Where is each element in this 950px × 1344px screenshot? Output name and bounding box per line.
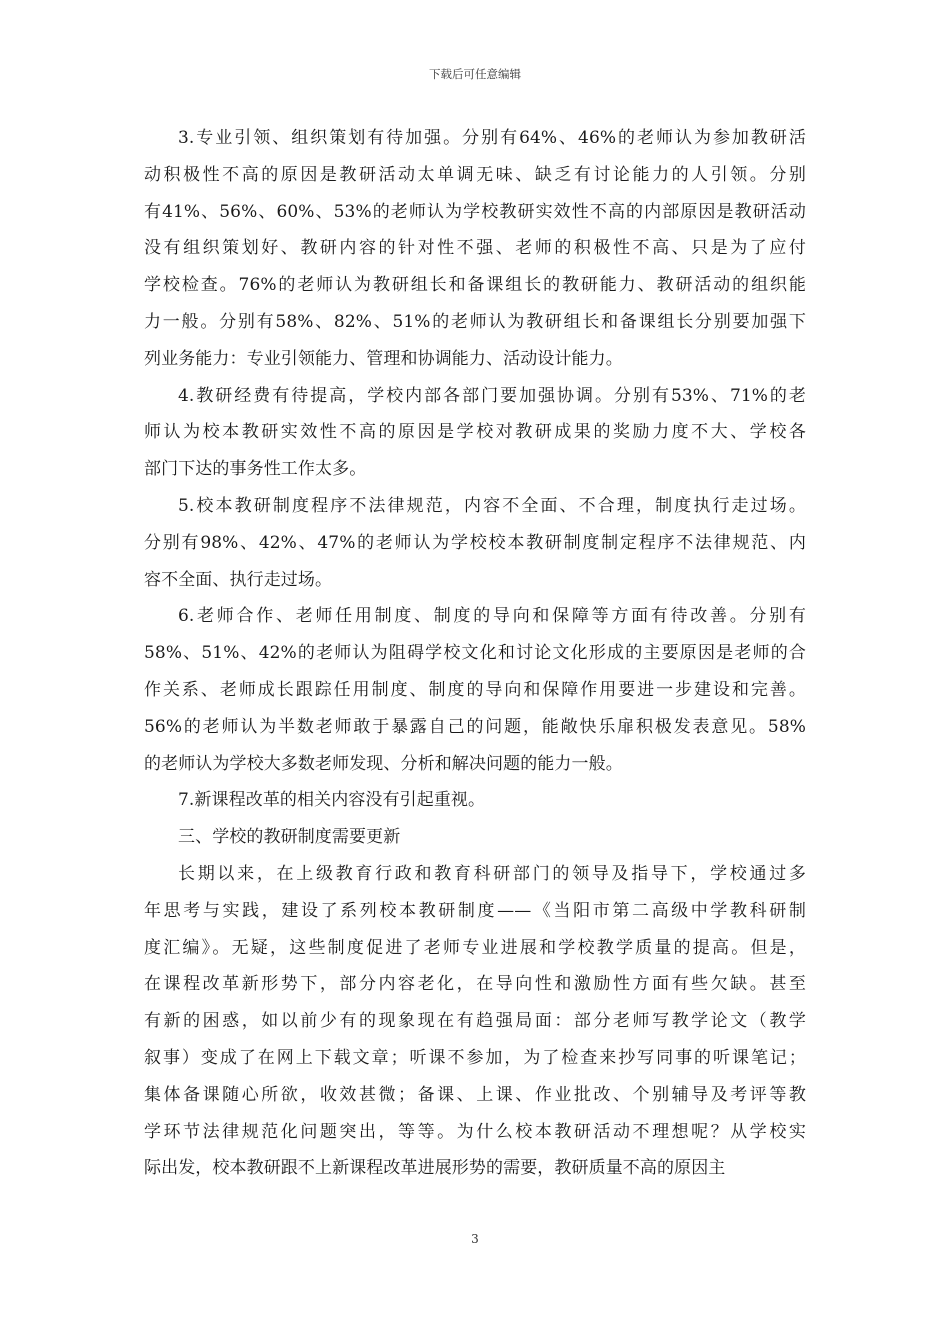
text-line: 年思考与实践，建设了系列校本教研制度——《当阳市第二高级中学教科研制 bbox=[144, 900, 806, 921]
text-line: 长期以来，在上级教育行政和教育科研部门的领导及指导下，学校通过多 bbox=[178, 863, 806, 884]
text-line: 作关系、老师成长跟踪任用制度、制度的导向和保障作用要进一步建设和完善。 bbox=[144, 679, 806, 700]
text-line: 学环节法律规范化问题突出，等等。为什么校本教研活动不理想呢？从学校实 bbox=[144, 1121, 806, 1142]
text-line: 56%的老师认为半数老师敢于暴露自己的问题，能敞快乐扉积极发表意见。58% bbox=[144, 716, 806, 737]
text-line: 力一般。分别有58%、82%、51%的老师认为教研组长和备课组长分别要加强下 bbox=[144, 311, 806, 332]
text-line: 6.老师合作、老师任用制度、制度的导向和保障等方面有待改善。分别有 bbox=[178, 606, 806, 627]
paragraph bbox=[144, 378, 806, 488]
text-line: 分别有98%、42%、47%的老师认为学校校本教研制度制定程序不法律规范、内 bbox=[144, 532, 806, 553]
text-line: 没有组织策划好、教研内容的针对性不强、老师的积极性不高、只是为了应付 bbox=[144, 238, 806, 259]
text-line: 3.专业引领、组织策划有待加强。分别有64%、46%的老师认为参加教研活 bbox=[178, 128, 806, 148]
text-line: 列业务能力：专业引领能力、管理和协调能力、活动设计能力。 bbox=[144, 348, 623, 369]
text-line: 的老师认为学校大多数老师发现、分析和解决问题的能力一般。 bbox=[144, 753, 623, 774]
text-line: 有新的困惑，如以前少有的现象现在有趋强局面：部分老师写教学论文（教学 bbox=[144, 1011, 806, 1032]
text-line: 7.新课程改革的相关内容没有引起重视。 bbox=[178, 790, 486, 811]
text-line: 部门下达的事务性工作太多。 bbox=[144, 459, 367, 480]
paragraph bbox=[144, 120, 806, 378]
text-line: 有41%、56%、60%、53%的老师认为学校教研实效性不高的内部原因是教研活动 bbox=[144, 201, 806, 222]
text-line: 在课程改革新形势下，部分内容老化，在导向性和激励性方面有些欠缺。甚至 bbox=[144, 974, 806, 995]
text-line: 际出发，校本教研跟不上新课程改革进展形势的需要，教研质量不高的原因主 bbox=[144, 1158, 726, 1179]
text-line: 学校检查。76%的老师认为教研组长和备课组长的教研能力、教研活动的组织能 bbox=[144, 275, 806, 296]
text-line: 4.教研经费有待提高，学校内部各部门要加强协调。分别有53%、71%的老 bbox=[178, 385, 806, 406]
paragraph bbox=[144, 819, 806, 856]
paragraph bbox=[144, 782, 806, 819]
text-line: 叙事）变成了在网上下载文章；听课不参加，为了检查来抄写同事的听课笔记； bbox=[144, 1047, 806, 1068]
text-line: 5.校本教研制度程序不法律规范，内容不全面、不合理，制度执行走过场。 bbox=[178, 495, 806, 516]
text-line: 容不全面、执行走过场。 bbox=[144, 569, 333, 590]
text-line: 师认为校本教研实效性不高的原因是学校对教研成果的奖励力度不大、学校各 bbox=[144, 422, 806, 443]
paragraph bbox=[144, 598, 806, 782]
page-number: 3 bbox=[471, 1232, 479, 1246]
text-line: 三、学校的教研制度需要更新 bbox=[178, 827, 401, 848]
text-line: 动积极性不高的原因是教研活动太单调无味、缺乏有讨论能力的人引领。分别 bbox=[144, 164, 806, 185]
text-line: 度汇编》。无疑，这些制度促进了老师专业进展和学校教学质量的提高。但是， bbox=[144, 937, 806, 958]
paragraph bbox=[144, 856, 806, 1187]
text-line: 58%、51%、42%的老师认为阻碍学校文化和讨论文化形成的主要原因是老师的合 bbox=[144, 643, 806, 664]
paragraph bbox=[144, 488, 806, 598]
text-line: 集体备课随心所欲，收效甚微；备课、上课、作业批改、个别辅导及考评等教 bbox=[144, 1084, 806, 1105]
page-header: 下载后可任意编辑 bbox=[429, 67, 521, 81]
document-body bbox=[144, 120, 806, 1187]
